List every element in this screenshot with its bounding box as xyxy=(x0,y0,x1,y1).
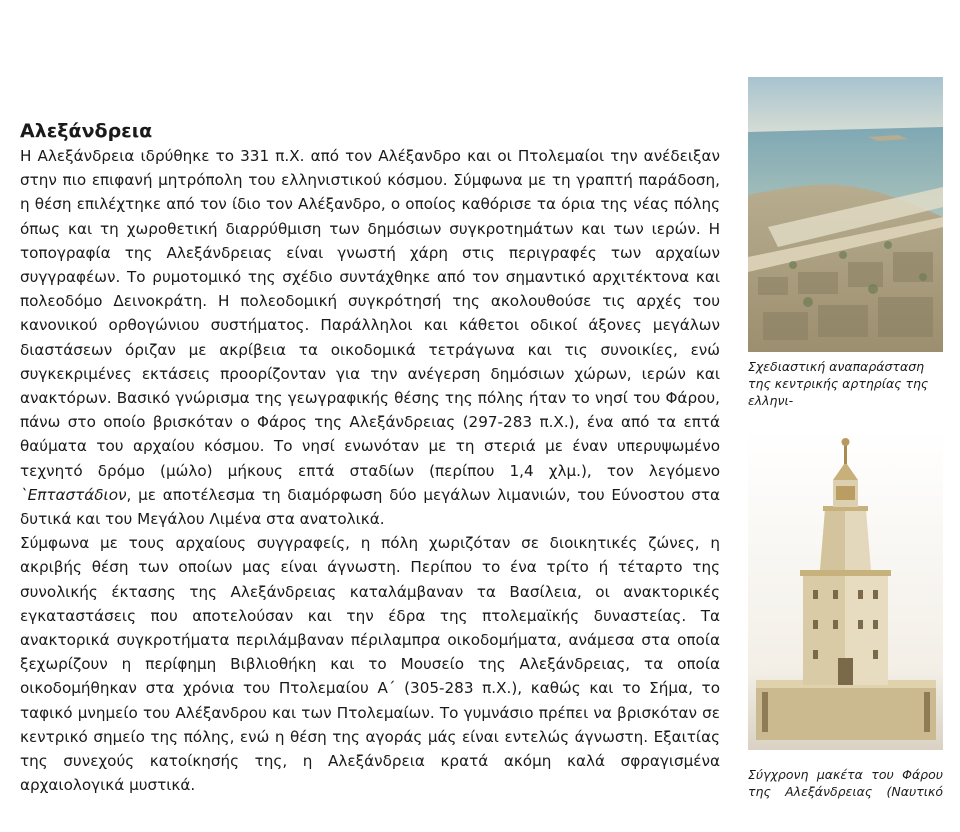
city-reconstruction-image xyxy=(748,77,943,352)
caption-city-reconstruction: Σχεδιαστική αναπαράσταση της κεντρικής αρτηρίας της ελληνι- xyxy=(748,359,929,408)
paragraph-2: Σύμφωνα με τους αρχαίους συγγραφείς, η πόλη χωριζόταν σε διοικητικές ζώνες, η ακριβής θέση των οποίων μας είναι άγνωστη. Περίπου το ένα τρίτο ή τέταρτο της συνολικής έκτασης της Αλεξάνδρειας καταλάμβαναν τα Βασίλεια, οι ανακτορικές εγκαταστάσεις που αποτελούσαν και την έδρα της πτολεμαϊκής δυναστείας. Τα ανακτορικά συγκροτήματα περιλάμβαναν πέριλαμπρα οικοδομήματα, ανάμεσα στα οποία ξεχωρίζουν η περίφημη Βιβλιοθήκη και το Μουσείο της Αλεξάνδρειας, τα οποία οικοδομήθηκαν στα χρόνια του Πτολεμαίου Α΄ (305-283 π.Χ.), καθώς και το Σήμα, το ταφικό μνημείο του Αλέξανδρου και των Πτολεμαίων. Το γυμνάσιο πρέπει να βρισκόταν σε κεντρικό σημείο της πόλης, ενώ η θέση της αγοράς μάς είναι εντελώς άγνωστη. Εξαιτίας της συνεχούς κατοίκησής της, η Αλεξάνδρεια κρατά ακόμη καλά σφραγισμένα αρχαιολογικά μυστικά. xyxy=(20,534,720,795)
heptastadion-term: `Επταστάδιον xyxy=(20,485,127,504)
article-title: Αλεξάνδρεια xyxy=(20,120,153,142)
article xyxy=(20,118,720,797)
paragraph-1-text: Η Αλεξάνδρεια ιδρύθηκε το 331 π.Χ. από τον Αλέξανδρο και οι Πτολεμαίοι την ανέδειξαν στην πιο επιφανή μητρόπολη του ελληνιστικού κόσμου. Σύμφωνα με τη γραπτή παράδοση, η θέση επιλέχτηκε από τον ίδιο τον Αλέξανδρο, ο οποίος καθόρισε τα όρια της νέας πόλης όπως και τη χωροθετική διαρρύθμιση των δημόσιων συγκροτημάτων και των ιερών. Η τοπογραφία της Αλεξάνδρειας είναι γνωστή χάρη στις περιγραφές των αρχαίων συγγραφέων. Το ρυμοτομικό της σχέδιο συντάχθηκε από τον σημαντικό αρχιτέκτονα και πολεοδόμο Δεινοκράτη. Η πολεοδομική συγκρότησή της ακολουθούσε τις αρχές του κανονικού ορθογώνιου συστήματος. Παράλληλοι και κάθετοι οδικοί άξονες μεγάλων διαστάσεων όριζαν με ακρίβεια τα οικοδομικά τετράγωνα και τις συνοικίες, ενώ συγκεκριμένες εκτάσεις προορίζονταν για την ανέγερση δημόσιων χώρων, ιερών και ανακτόρων. Βασικό γνώρισμα της γεωγραφικής θέσης της πόλης ήταν το νησί του Φάρου, πάνω στο οποίο βρισκόταν ο Φάρος της Αλεξάνδρειας (297-283 π.Χ.), ένα από τα επτά θαύματα του αρχαίου κόσμου. Το νησί ενωνόταν με τη στεριά με έναν υπερυψωμένο τεχνητό δρόμο (μώλο) μήκους επτά σταδίων (περίπου 1,4 χλμ.), τον λεγόμενο xyxy=(20,147,720,480)
paragraph-1-end: , με αποτέλεσμα τη διαμόρφωση δύο μεγάλων λιμανιών, του Εύνοστου στα δυτικά και του Μεγάλου Λιμένα στα ανατολικά. xyxy=(20,485,720,529)
caption-lighthouse-model: Σύγχρονη μακέτα του Φάρου της Αλεξάνδρειας (Ναυτικό xyxy=(748,767,943,799)
paragraph-1 xyxy=(20,144,720,531)
lighthouse-model-image xyxy=(748,430,943,750)
